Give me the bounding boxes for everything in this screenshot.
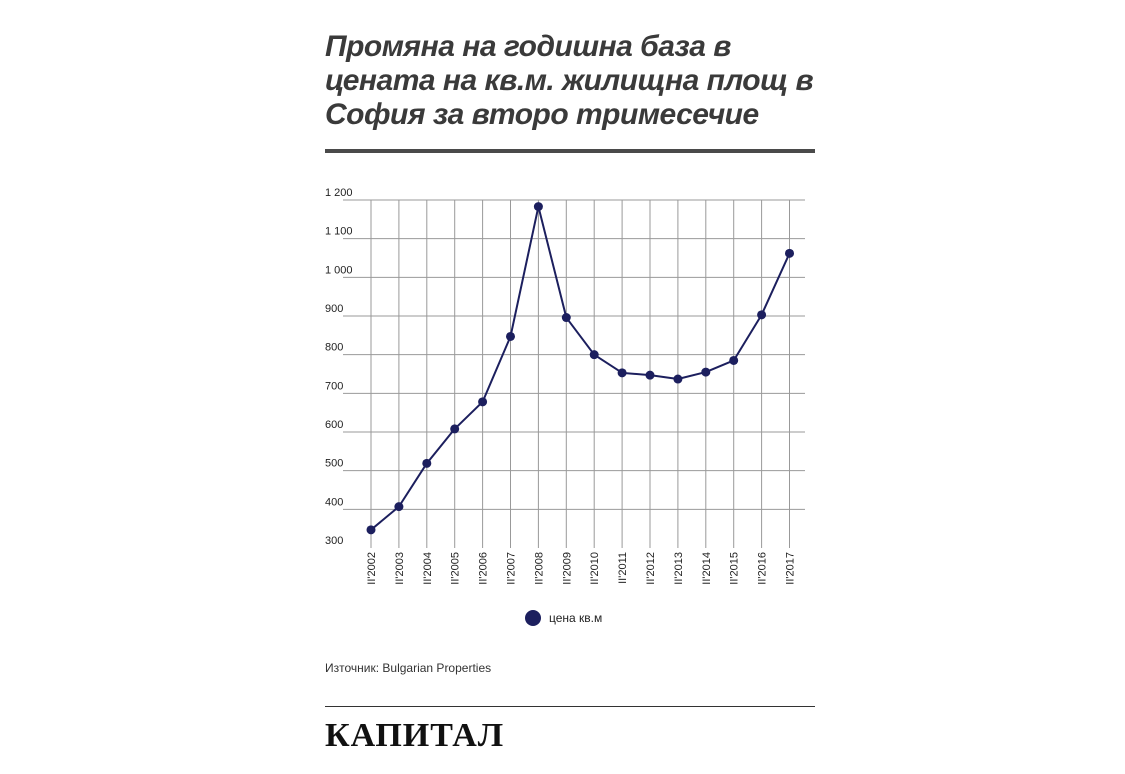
data-point bbox=[506, 332, 515, 341]
y-tick-label: 500 bbox=[325, 457, 344, 470]
source-note: Източник: Bulgarian Properties bbox=[325, 661, 492, 675]
y-axis-tick-labels bbox=[325, 187, 353, 547]
x-tick-label: II'2009 bbox=[561, 552, 574, 585]
x-tick-label: II'2012 bbox=[645, 552, 657, 585]
x-tick-label: II'2004 bbox=[421, 552, 434, 585]
data-point bbox=[729, 356, 738, 365]
y-tick-label: 800 bbox=[325, 341, 344, 354]
x-tick-label: II'2007 bbox=[505, 552, 518, 585]
x-tick-label: II'2006 bbox=[477, 552, 490, 585]
x-axis-tick-labels bbox=[366, 552, 797, 585]
y-tick-label: 400 bbox=[325, 496, 344, 509]
series-line bbox=[371, 207, 790, 530]
y-tick-label: 300 bbox=[325, 535, 344, 547]
y-tick-label: 900 bbox=[325, 303, 344, 315]
data-point bbox=[450, 424, 459, 433]
x-tick-label: II'2016 bbox=[756, 552, 769, 585]
series-price-per-sqm bbox=[367, 202, 795, 534]
data-point bbox=[422, 459, 431, 468]
data-point bbox=[701, 368, 710, 377]
legend-marker-dot bbox=[525, 610, 541, 626]
x-tick-label: II'2010 bbox=[589, 552, 602, 585]
data-point bbox=[785, 249, 794, 258]
data-point bbox=[534, 202, 543, 211]
data-point bbox=[590, 350, 599, 359]
footer-divider bbox=[325, 706, 815, 707]
data-point bbox=[562, 313, 571, 322]
data-point bbox=[646, 371, 655, 380]
x-tick-label: II'2005 bbox=[449, 552, 462, 585]
y-tick-label: 700 bbox=[325, 380, 344, 393]
x-tick-label: II'2008 bbox=[533, 552, 546, 585]
data-point bbox=[478, 397, 487, 406]
y-tick-label: 1 000 bbox=[325, 264, 353, 277]
y-tick-label: 1 100 bbox=[325, 225, 353, 238]
x-tick-label: II'2013 bbox=[672, 552, 685, 585]
chart-legend bbox=[525, 609, 602, 627]
data-point bbox=[618, 368, 627, 377]
legend-label: цена кв.м bbox=[549, 611, 603, 625]
x-tick-label: II'2015 bbox=[728, 552, 741, 585]
data-point bbox=[673, 375, 682, 384]
kapital-logo: КАПИТАЛ bbox=[325, 717, 505, 754]
x-tick-label: II'2002 bbox=[366, 552, 378, 585]
x-tick-label: II'2017 bbox=[784, 552, 797, 585]
x-tick-label: II'2011 bbox=[617, 552, 630, 584]
chart-grid bbox=[343, 200, 805, 548]
data-point bbox=[367, 525, 376, 534]
x-tick-label: II'2014 bbox=[700, 552, 713, 585]
y-tick-label: 600 bbox=[325, 419, 344, 431]
y-tick-label: 1 200 bbox=[325, 187, 353, 199]
chart-title: Промяна на годишна база в цената на кв.м. жилищна площ в София за второ тримесечие bbox=[325, 30, 814, 131]
data-point bbox=[394, 502, 403, 511]
data-point bbox=[757, 310, 766, 319]
x-tick-label: II'2003 bbox=[393, 552, 406, 585]
